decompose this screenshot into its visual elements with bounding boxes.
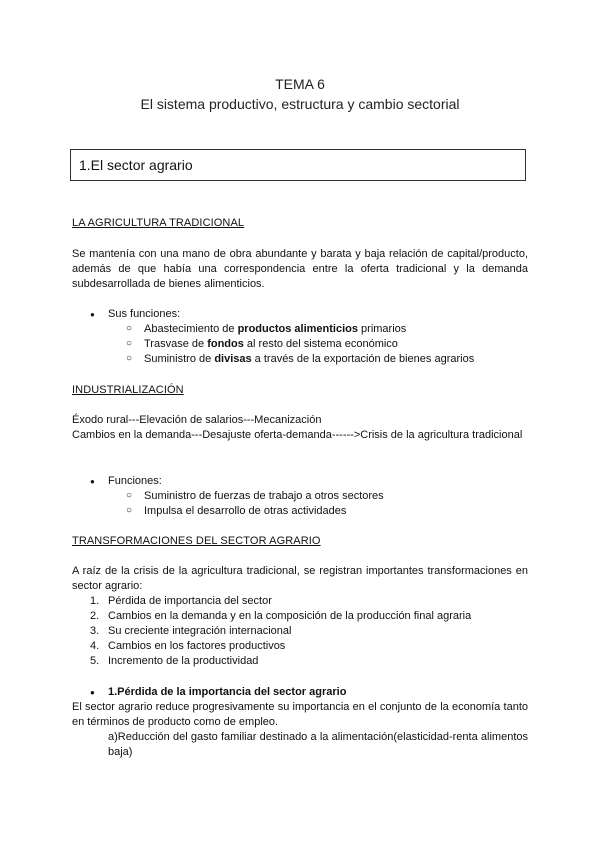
list-item: ○ Abastecimiento de productos alimenticios primarios <box>72 322 528 337</box>
industrializacion-line-1: Éxodo rural---Elevación de salarios---Mecanización <box>72 414 322 426</box>
heading-transformaciones: TRANSFORMACIONES DEL SECTOR AGRARIO <box>72 535 321 547</box>
paragraph-agricultura: Se mantenía con una mano de obra abundante y barata y baja relación de capital/producto, además de que había una correspondencia entre la oferta tradicional y la demanda subdesarrollada de bienes alimenticios. <box>72 248 528 290</box>
heading-industrializacion: INDUSTRIALIZACIÓN <box>72 384 184 396</box>
list-funciones-industrializacion <box>72 474 528 519</box>
numbered-item: 2. Cambios en la demanda y en la composición de la producción final agraria <box>90 610 472 622</box>
title-subtitle: El sistema productivo, estructura y cambio sectorial <box>140 96 460 112</box>
title-block <box>0 74 600 114</box>
numbered-item: 5. Incremento de la productividad <box>90 655 259 667</box>
title-tema: TEMA 6 <box>275 76 325 92</box>
bullet-perdida: ● 1.Pérdida de la importancia del sector agrario <box>72 685 528 700</box>
list-item: ○ Suministro de divisas a través de la exportación de bienes agrarios <box>72 352 528 367</box>
bullet-sus-funciones: ● Sus funciones: <box>72 307 528 322</box>
list-funciones-agricultura <box>72 307 528 367</box>
industrializacion-line-2: Cambios en la demanda---Desajuste oferta-demanda------>Crisis de la agricultura tradicional <box>72 429 523 441</box>
paragraph-transformaciones: A raíz de la crisis de la agricultura tradicional, se registran importantes transformaciones en sector agrario: <box>72 565 528 592</box>
bullet-perdida-section <box>72 685 528 700</box>
list-item: ○ Trasvase de fondos al resto del sistema económico <box>72 337 528 352</box>
section-box: 1.El sector agrario <box>70 149 526 181</box>
numbered-item: 4. Cambios en los factores productivos <box>90 640 286 652</box>
paragraph-perdida: El sector agrario reduce progresivamente su importancia en el conjunto de la economía tanto en términos de producto como de empleo. <box>72 701 528 728</box>
numbered-item: 1. Pérdida de importancia del sector <box>90 595 272 607</box>
numbered-list-transformaciones <box>72 594 528 669</box>
paragraph-perdida-a: a)Reducción del gasto familiar destinado a la alimentación(elasticidad-renta alimentos baja) <box>108 731 528 758</box>
numbered-item: 3. Su creciente integración internacional <box>90 625 292 637</box>
bullet-funciones: ● Funciones: <box>72 474 528 489</box>
heading-agricultura: LA AGRICULTURA TRADICIONAL <box>72 217 245 229</box>
list-item: ○ Suministro de fuerzas de trabajo a otros sectores <box>72 489 528 504</box>
list-item: ○ Impulsa el desarrollo de otras actividades <box>72 504 528 519</box>
